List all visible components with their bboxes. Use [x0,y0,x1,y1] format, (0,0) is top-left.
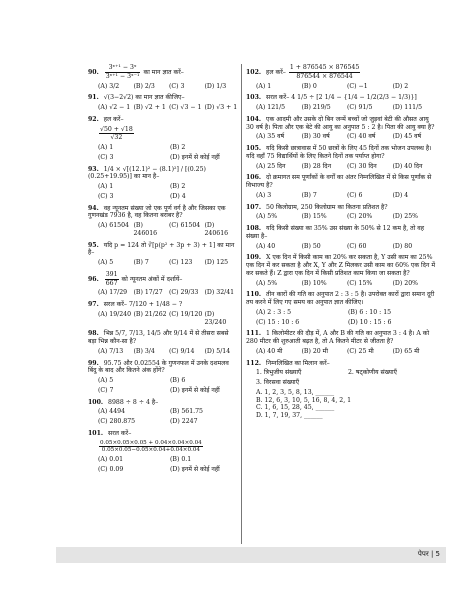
options [246,133,436,141]
option-c: (C) 25 मी [347,347,374,355]
left-column [88,64,238,478]
question-number: 91. [88,94,99,102]
question-text: एक आदमी और उसके दो बिन जन्में बच्चों जो जुड़वां बेटी की औसत आयु 30 वर्ष है। पिता और एक बेटे की आयु का अनुपात 5 : 2 है। पिता की आयु क्या है? [246,115,435,131]
option-d: (D) 10 : 15 : 6 [348,318,392,326]
question-number: 90. [88,68,99,76]
option-a: (A) 4494 [98,408,126,416]
option-d: (D) 111/5 [392,104,423,111]
question-text: भिन्न 5/7, 7/13, 14/5 और 9/14 में से तीसरा सबसे बड़ा भिन्न कौन-सा है? [88,330,229,345]
question-111 [246,330,436,355]
option-c: (C) 15 : 10 : 6 [256,318,300,326]
option-c: (C) 91/5 [347,104,373,111]
option-d: (D) 4 [170,192,186,200]
option-c: (C) 6 [347,191,363,199]
question-text: यदि किसी संख्या का 35% उस संख्या के 50% से 12 कम है, तो वह संख्या है– [246,225,424,240]
option-b: (B) 21/262 [133,310,167,318]
option-c: (C) 0.09 [98,466,124,474]
options [246,280,436,288]
question-text: तीन कारों की गति का अनुपात 2 : 3 : 5 है। उपरोक्त कारों द्वारा समान दूरी तय करने में लिए गए समय का अनुपात ज्ञात कीजिए। [246,291,435,306]
option-d: (D) 240616 [204,222,229,237]
options [88,83,238,91]
options [246,192,436,200]
right-column [246,64,436,424]
option-d: (D) √3 + 1 [204,104,238,111]
question-text: X एक दिन में किसी काम का 20% कर सकता है, Y उसी काम का 25% एक दिन में कर सकता है और X, Y और Z मिलकर उसी काम का 60% एक दिन में कर सकते हैं। Z द्वारा एक दिन में किसी प्रतिशत काम किया जा सकता है? [246,254,436,277]
option-b: (B) 2/3 [133,82,155,90]
option-b: (B) 3/4 [133,347,155,355]
question-text: का मान है– [133,173,160,181]
question-text: हल करें– [266,68,286,76]
question-text: दो क्रमागत सम पूर्णांकों के वर्गों का अंतर निम्नलिखित में से किस पूर्णांक से विभाज्य है? [246,174,432,189]
option-d: (D) 4 [392,191,409,199]
option-d: (D) 20% [392,279,419,287]
options [88,348,238,356]
question-94 [88,205,238,238]
options [88,144,238,162]
question-102 [246,64,436,90]
option-a: (A) 25 दिन [256,162,286,170]
question-number: 107. [246,203,262,211]
option-d: (D) 2247 [170,418,198,425]
question-number: 104. [246,115,262,123]
options [246,83,436,91]
expression: $\frac{\text{3ˣ⁺¹ − 3ˣ}}{\text{3ˣ⁺¹ − 3ˣ⁻¹}}$ [105,64,140,80]
question-text: वह न्यूनतम संख्या जो एक पूर्ण वर्ग है और जिसका एक गुणनखंड 7936 है, वह कितना बराबर है? [88,204,226,220]
question-text: 8988 ÷ 8 ÷ 4 है– [108,398,159,406]
option-a: (A) 19/240 [98,310,132,318]
options [88,456,238,474]
option-d: (D) 5/14 [204,347,231,355]
question-text: को न्यूनतम अंकों में दर्शायें– [121,275,183,283]
option-d: (D) 45 वर्ष [392,133,422,141]
options [246,104,436,112]
question-101 [88,430,238,474]
option-c: (C) 3 [98,192,114,200]
option-c: (C) 280.875 [98,418,136,425]
option-b: (B) 7 [301,191,317,199]
question-100 [88,399,238,426]
question-99 [88,360,238,395]
option-a: (A) 35 वर्ष [256,133,285,141]
question-text: हल करें– [103,115,124,123]
match-item: 2. षट्कोणीय संख्याएँ [348,369,397,377]
option-a: (A) 5 [98,377,114,384]
option-a: (A) 0.01 [98,456,124,464]
option-c: (C) −1 [347,82,368,90]
option-b: (B) 2 [170,144,186,151]
option-d: (D) 125 [204,259,229,266]
question-number: 99. [88,359,99,367]
option-b: (B) 30 वर्ष [301,133,330,141]
question-number: 109. [246,254,262,262]
option-b: (B) 0.1 [170,456,192,464]
question-text: यदि किसी छात्रावास में 50 छात्रों के लिए 45 दिनों तक भोजन उपलब्ध है। यदि वहाँ 75 विद्यार्थियों के लिए कितने दिनों तक पर्याप्त होगा? [246,145,432,160]
option-c: (C) 7 [98,386,114,394]
question-108 [246,225,436,250]
question-109 [246,254,436,287]
question-number: 92. [88,115,99,123]
question-text: 95.75 और 0.02554 के गुणनफल में उनके दशमलव बिंदु के बाद और कितने अंक होंगे? [88,359,229,375]
option-a: (A) 1 [98,183,114,190]
sequence-item: C. 1, 6, 15, 28, 45, ______ [256,404,335,412]
option-c: (C) 60 [347,242,367,250]
question-93 [88,166,238,201]
option-b: (B) 6 : 10 : 15 [348,308,392,316]
question-103 [246,94,436,112]
option-c: (C) 15% [347,279,373,287]
question-text: सरल करें– [108,429,132,437]
page-number: पेपर | 5 [417,550,440,558]
question-number: 96. [88,275,99,283]
question-number: 106. [246,174,262,182]
question-95 [88,242,238,267]
option-d: (D) 80 [392,242,413,250]
question-96 [88,271,238,297]
question-text: 1 किलोमीटर की दौड़ में, A और B की गति का अनुपात 3 : 4 है। A को 280 मीटर की शुरुआती बढ़त है, तो A कितने मीटर से जीतता है? [246,330,430,345]
options [88,259,238,267]
sequence-item: D. 1, 7, 19, 37, ______ [256,412,323,419]
option-a: (A) 5% [256,213,278,221]
option-d: (D) 2 [392,82,409,90]
option-d: (D) इनमें से कोई नहीं [170,386,220,394]
options [88,222,238,238]
option-b: (B) 0 [301,82,317,90]
option-b: (B) 20 मी [301,347,328,355]
match-item: 3. विरसवा संख्याएँ [256,379,300,386]
option-a: (A) 3 [256,191,272,199]
option-d: (D) 25% [392,213,419,221]
option-d: (D) 32/41 [204,289,235,297]
option-b: (B) 2 [170,183,186,190]
question-number: 108. [246,225,262,232]
option-b: (B) 561.75 [170,408,203,416]
sequence-item: B. 12, 6, 3, 10, 5, 16, 8, 4, 2, 1 [256,396,352,404]
question-text: यदि p = 124 तो ∛[p(p² + 3p + 3) + 1] का मान है– [88,241,235,257]
option-c: (C) √3 − 1 [169,104,202,111]
footer-bar [56,547,446,563]
option-b: (B) 50 [301,242,321,250]
option-a: (A) 1 [98,144,114,151]
question-97 [88,301,238,326]
question-number: 105. [246,145,262,152]
question-text: निम्नलिखित का मिलान करें– [266,359,330,367]
options [88,311,238,327]
question-105 [246,145,436,170]
question-text: 50 किलोग्राम, 250 किलोग्राम का कितना प्रतिशत है? [266,203,388,211]
option-d: (D) इनमें से कोई नहीं [170,153,220,161]
question-number: 103. [246,94,262,102]
question-number: 94. [88,204,99,212]
question-text: सरल करें– [266,94,290,102]
option-c: (C) 29/33 [169,289,199,297]
question-number: 93. [88,165,99,173]
option-a: (A) 7/13 [98,347,124,355]
question-number: 112. [246,359,262,367]
question-number: 110. [246,291,262,299]
option-c: (C) 30 दिन [347,162,377,170]
column-divider [241,64,242,544]
options [246,309,436,327]
option-b: (B) 7 [133,259,149,266]
option-a: (A) 5 [98,259,114,266]
option-b: (B) 246016 [133,222,158,237]
question-91 [88,94,238,112]
option-a: (A) 2 : 3 : 5 [256,308,292,316]
expression: $\frac{√50 + √18}{√32}$ [100,125,133,142]
option-a: (A) 3/2 [98,82,120,90]
option-c: (C) 3 [98,153,114,161]
question-number: 102. [246,68,262,76]
question-text: का मान ज्ञात कीजिए– [135,94,185,102]
options [246,163,436,171]
question-112 [246,360,436,420]
question-107 [246,204,436,222]
option-a: (A) 40 [256,242,276,250]
question-110 [246,291,436,326]
match-item: 1. त्रिभुजीय संख्याएँ [256,369,302,377]
option-d: (D) 40 दिन [392,162,423,170]
option-c: (C) 19/120 [169,310,203,318]
option-d: (D) 65 मी [392,347,420,355]
question-number: 97. [88,301,99,308]
question-92 [88,116,238,162]
options [246,213,436,221]
question-98 [88,330,238,355]
option-c: (C) 123 [169,259,193,266]
question-number: 98. [88,330,99,338]
options [88,377,238,395]
options [88,104,238,112]
option-b: (B) 28 दिन [301,162,332,170]
option-c: (C) 9/14 [169,347,195,355]
question-106 [246,174,436,199]
option-d: (D) 23/240 [204,310,227,326]
match-list [246,369,436,387]
option-a: (A) 17/29 [98,289,128,297]
option-a: (A) 61504 [98,222,129,229]
option-b: (B) 17/27 [133,289,163,297]
option-c: (C) 61504 [169,222,201,229]
option-b: (B) 10% [301,279,327,287]
option-a: (A) 1 [256,82,272,90]
question-number: 101. [88,429,104,437]
option-a: (A) 121/5 [256,104,286,111]
options [88,289,238,297]
options [88,183,238,201]
sequence-list [256,389,436,420]
option-b: (B) 219/5 [301,104,331,111]
expression: $\frac{391}{667}$ [105,270,118,287]
expression: √(3−2√2) [103,94,134,102]
question-104 [246,116,436,141]
question-number: 111. [246,330,262,338]
expression: 4 1/5 ÷ [2 1/4 − {1/4 − 1/2(2/3 − 1/3)}] [291,94,417,102]
option-b: (B) 15% [301,213,327,221]
option-c: (C) 40 वर्ष [347,133,376,141]
option-d: (D) 1/3 [204,82,227,90]
option-b: (B) 6 [170,377,186,384]
option-d: (D) इनमें से कोई नहीं [170,466,220,474]
sequence-item: A. 1, 2, 3, 5, 8, 13, ______ [256,388,335,396]
options [246,348,436,356]
question-text: का मान ज्ञात करें– [143,68,184,76]
expression: $\frac{0.05\times 0.05\times 0.05 + 0.04\times 0.04\times 0.04}{0.05\times 0.05-0.05\times 0.04+0.04\times 0.04}$ [100,439,202,454]
question-text: सरल करें– [103,301,127,308]
question-number: 95. [88,241,99,249]
option-b: (B) √2 + 1 [133,104,166,111]
options [246,243,436,251]
option-a: (A) 5% [256,279,278,287]
expression: $\frac{1 + 876545 \times 876545}{876544 \times 876544}$ [289,64,360,80]
option-a: (A) 40 मी [256,347,283,355]
question-90 [88,64,238,90]
option-a: (A) √2 − 1 [98,104,131,111]
options [88,408,238,426]
expression: 7/120 + 1/48 − ? [128,301,183,308]
option-c: (C) 20% [347,213,373,221]
option-c: (C) 3 [169,82,185,90]
question-number: 100. [88,398,104,406]
expression: 1/4 × √[(12.1)² − (8.1)²] / [(0.25)(0.25+19.95)] [88,165,206,181]
